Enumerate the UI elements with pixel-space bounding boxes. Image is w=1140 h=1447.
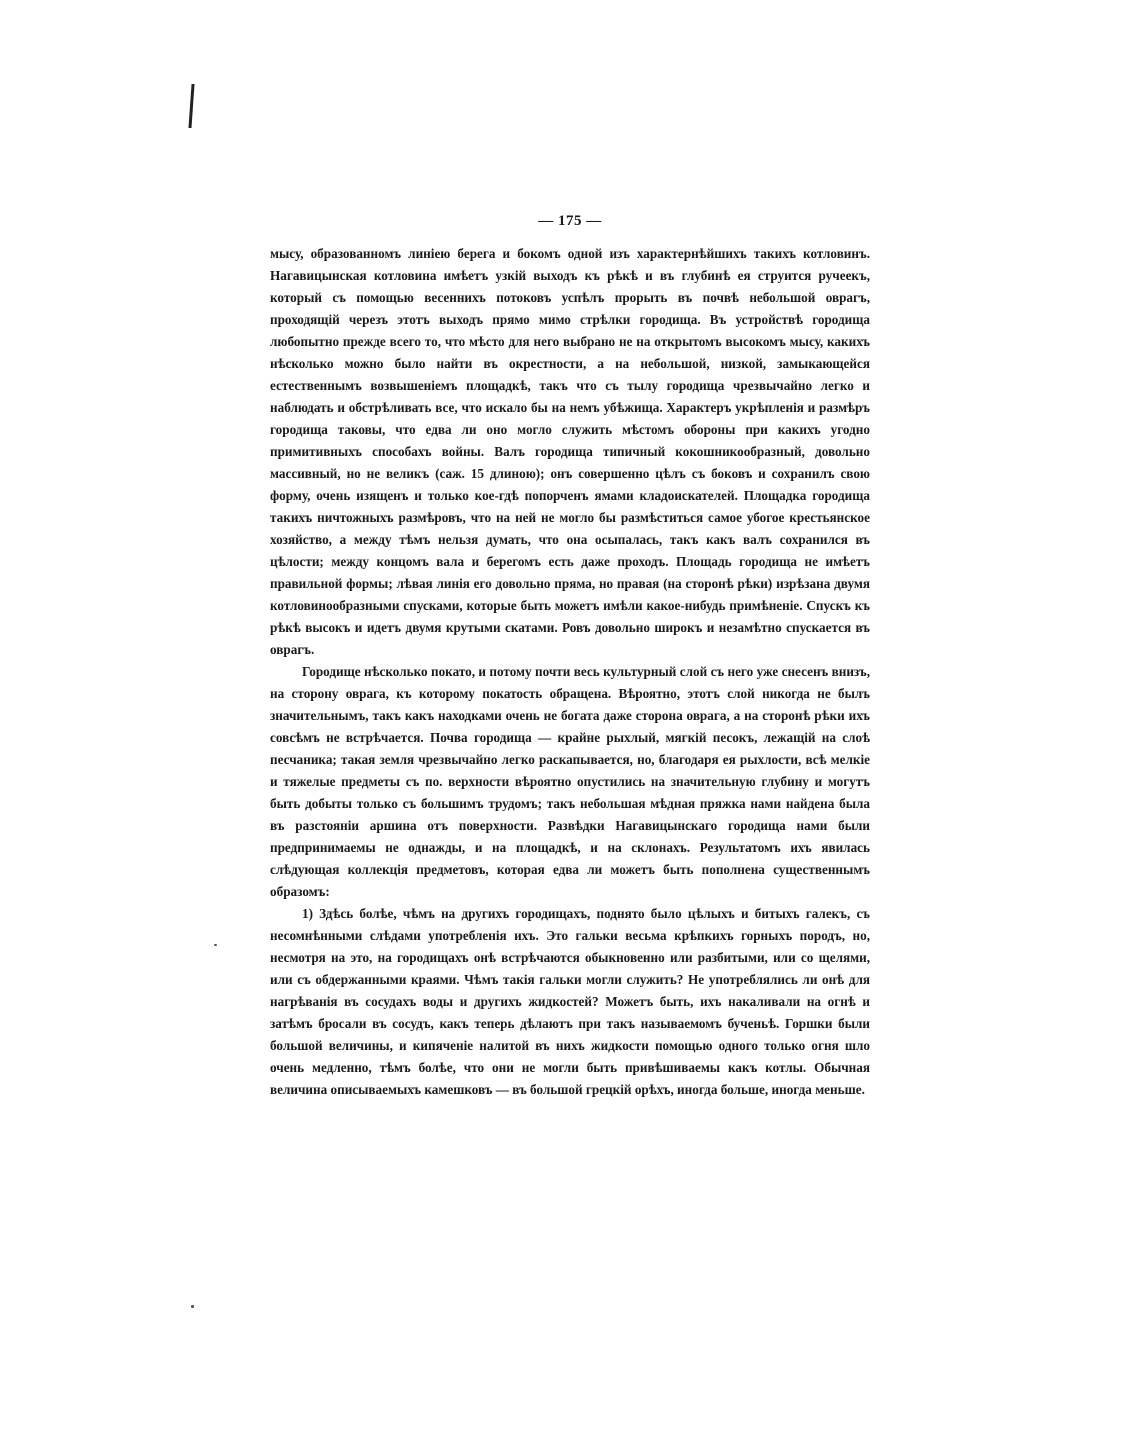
scan-speck xyxy=(191,1305,194,1308)
paragraph-1: мысу, образованномъ линiею берега и бокомъ одной изъ характернѣйшихъ такихъ котловинъ. Нагавицынская котловина имѣетъ узкiй выходъ къ рѣкѣ и въ глубинѣ ея струится ручеекъ, который съ помощью весеннихъ потоковъ успѣлъ прорыть въ почвѣ небольшой оврагъ, проходящiй черезъ этотъ выходъ прямо мимо стрѣлки городища. Въ устройствѣ городища любопытно прежде всего то, что мѣсто для него выбрано не на открытомъ высокомъ мысу, какихъ нѣсколько можно было найти въ окрестности, а на небольшой, низкой, замыкающейся естественнымъ возвышенiемъ площадкѣ, такъ что съ тылу городища чрезвычайно легко и наблюдать и обстрѣливать все, что искало бы на немъ убѣжища. Характеръ укрѣпленiя и размѣръ городища таковы, что едва ли оно могло служить мѣстомъ обороны при какихъ угодно примитивныхъ способахъ войны. Валъ городища типичный кокошникообразный, довольно массивный, но не великъ (саж. 15 длиною); онъ совершенно цѣлъ съ боковъ и сохранилъ свою форму, очень изященъ и только кое-гдѣ попорченъ ямами кладоискателей. Площадка городища такихъ ничтожныхъ размѣровъ, что на ней не могло бы размѣститься самое убогое крестьянское хозяйство, а между тѣмъ нельзя думать, что она осыпалась, такъ какъ валъ сохранился въ цѣлости; между концомъ вала и берегомъ есть даже проходъ. Площадь городища не имѣетъ правильной формы; лѣвая линiя его довольно пряма, но правая (на сторонѣ рѣки) изрѣзана двумя котловинообразными спусками, которые быть можетъ имѣли какое-нибудь примѣненiе. Спускъ къ рѣкѣ высокъ и идетъ двумя крутыми скатами. Ровъ довольно широкъ и незамѣтно спускается въ оврагъ. xyxy=(270,246,870,657)
paragraph-2: Городище нѣсколько покато, и потому почти весь культурный слой съ него уже снесенъ внизъ, на сторону оврага, къ которому покатость обращена. Вѣроятно, этотъ слой никогда не былъ значительнымъ, такъ какъ находками очень не богата даже сторона оврага, а на сторонѣ рѣки ихъ совсѣмъ не встрѣчается. Почва городища — крайне рыхлый, мягкiй песокъ, лежащiй на слоѣ песчаника; такая земля чрезвычайно легко раскапывается, но, благодаря ея рыхлости, всѣ мелкiе и тяжелые предметы съ по. верхности вѣроятно опустились на значительную глубину и могутъ быть добыты только съ большимъ трудомъ; такъ небольшая мѣдная пряжка нами найдена была въ разстоянiи аршина отъ поверхности. Развѣдки Нагавицынскаго городища нами были предпринимаемы не однажды, и на площадкѣ, и на склонахъ. Результатомъ ихъ явилась слѣдующая коллекцiя предметовъ, которая едва ли можетъ быть пополнена существеннымъ образомъ: xyxy=(270,664,870,899)
margin-pencil-mark xyxy=(188,84,194,128)
body-text xyxy=(270,243,870,1101)
scan-speck xyxy=(214,944,217,946)
paragraph-3: 1) Здѣсь болѣе, чѣмъ на другихъ городищахъ, поднято было цѣлыхъ и битыхъ галекъ, съ несомнѣнными слѣдами употребленiя ихъ. Это гальки весьма крѣпкихъ горныхъ породъ, но, несмотря на это, на городищахъ онѣ встрѣчаются обыкновенно или разбитыми, или со щелями, или съ обдержанными краями. Чѣмъ такiя гальки могли служить? Не употреблялись ли онѣ для нагрѣванiя въ сосудахъ воды и другихъ жидкостей? Можетъ быть, ихъ накаливали на огнѣ и затѣмъ бросали въ сосудъ, какъ теперь дѣлаютъ при такъ называемомъ бученьѣ. Горшки были большой величины, и кипяченiе налитой въ нихъ жидкости помощью одного только огня шло очень медленно, тѣмъ болѣе, что они не могли быть привѣшиваемы какъ котлы. Обычная величина описываемыхъ камешковъ — въ большой грецкiй орѣхъ, иногда больше, иногда меньше. xyxy=(270,906,870,1097)
page-number: — 175 — xyxy=(538,213,602,229)
